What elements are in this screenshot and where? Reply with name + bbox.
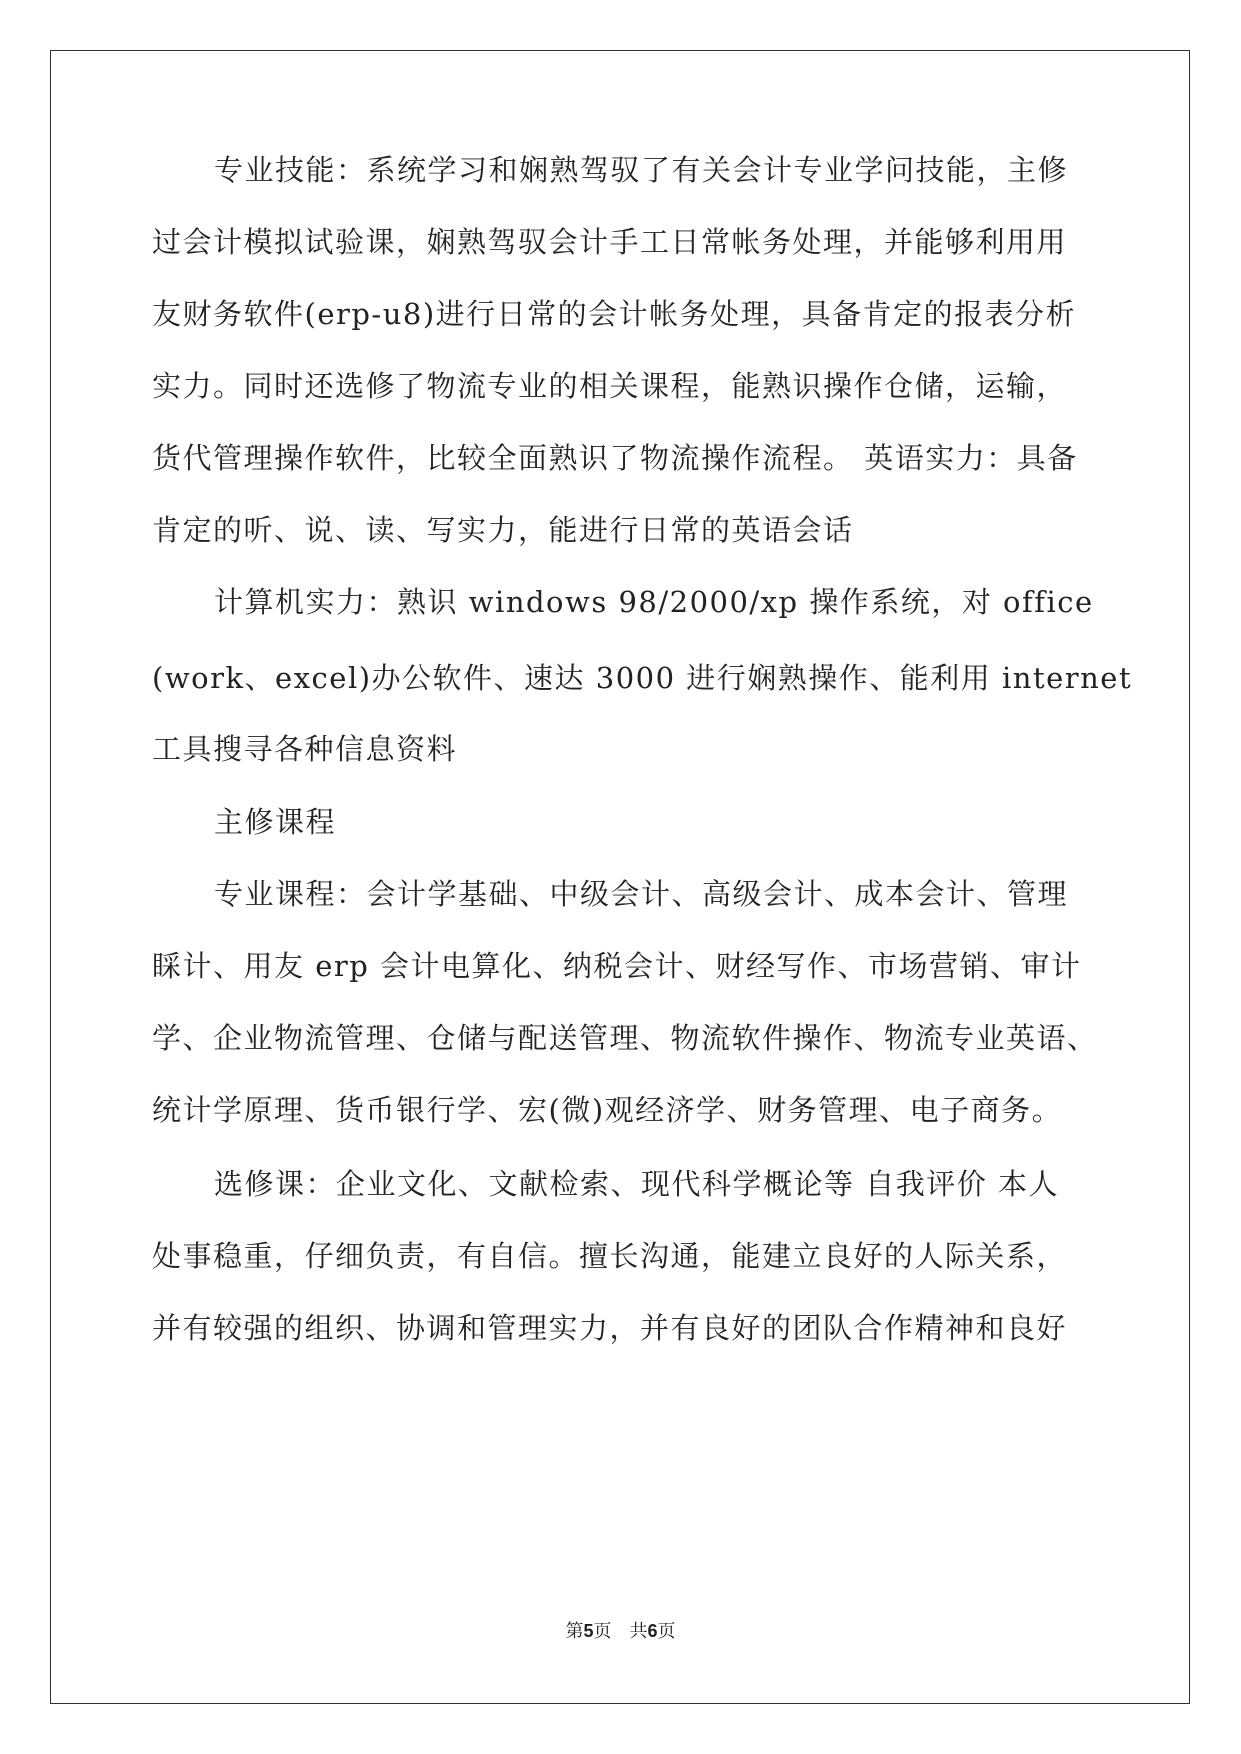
page-footer [0,1617,1241,1643]
paragraph-line: 学、企业物流管理、仓储与配送管理、物流软件操作、物流专业英语、 [152,1021,1098,1055]
paragraph-line: 睬计、用友 erp 会计电算化、纳税会计、财经写作、市场营销、审计 [152,949,1082,983]
paragraph-line: 友财务软件(erp-u8)进行日常的会计帐务处理，具备肯定的报表分析 [152,297,1077,331]
paragraph-line: 肯定的听、说、读、写实力，能进行日常的英语会话 [152,513,854,547]
paragraph-line: 处事稳重，仔细负责，有自信。擅长沟通，能建立良好的人际关系， [152,1239,1068,1273]
paragraph-line: 实力。同时还选修了物流专业的相关课程，能熟识操作仓储，运输， [152,369,1068,403]
footer-middle: 页 共 [593,1621,648,1642]
paragraph-line: 工具搜寻各种信息资料 [152,732,458,766]
paragraph-line: 计算机实力：熟识 windows 98/2000/xp 操作系统，对 office [214,585,1094,619]
total-pages-number: 6 [647,1621,658,1641]
paragraph-line: 选修课：企业文化、文献检索、现代科学概论等 自我评价 本人 [214,1167,1059,1201]
paragraph-line: 统计学原理、货币银行学、宏(微)观经济学、财务管理、电子商务。 [152,1093,1063,1127]
footer-prefix: 第 [565,1621,584,1642]
paragraph-line: 专业技能：系统学习和娴熟驾驭了有关会计专业学问技能，主修 [214,153,1069,187]
footer-suffix: 页 [657,1621,676,1642]
paragraph-line: 货代管理操作软件，比较全面熟识了物流操作流程。 英语实力：具备 [152,441,1078,475]
paragraph-line: 过会计模拟试验课，娴熟驾驭会计手工日常帐务处理，并能够利用用 [152,225,1068,259]
paragraph-line: 专业课程：会计学基础、中级会计、高级会计、成本会计、管理 [214,877,1069,911]
paragraph-line: 并有较强的组织、协调和管理实力，并有良好的团队合作精神和良好 [152,1311,1068,1345]
paragraph-line: (work、excel)办公软件、速达 3000 进行娴熟操作、能利用 internet [152,661,1133,695]
section-heading: 主修课程 [214,805,337,839]
current-page-number: 5 [583,1621,594,1641]
